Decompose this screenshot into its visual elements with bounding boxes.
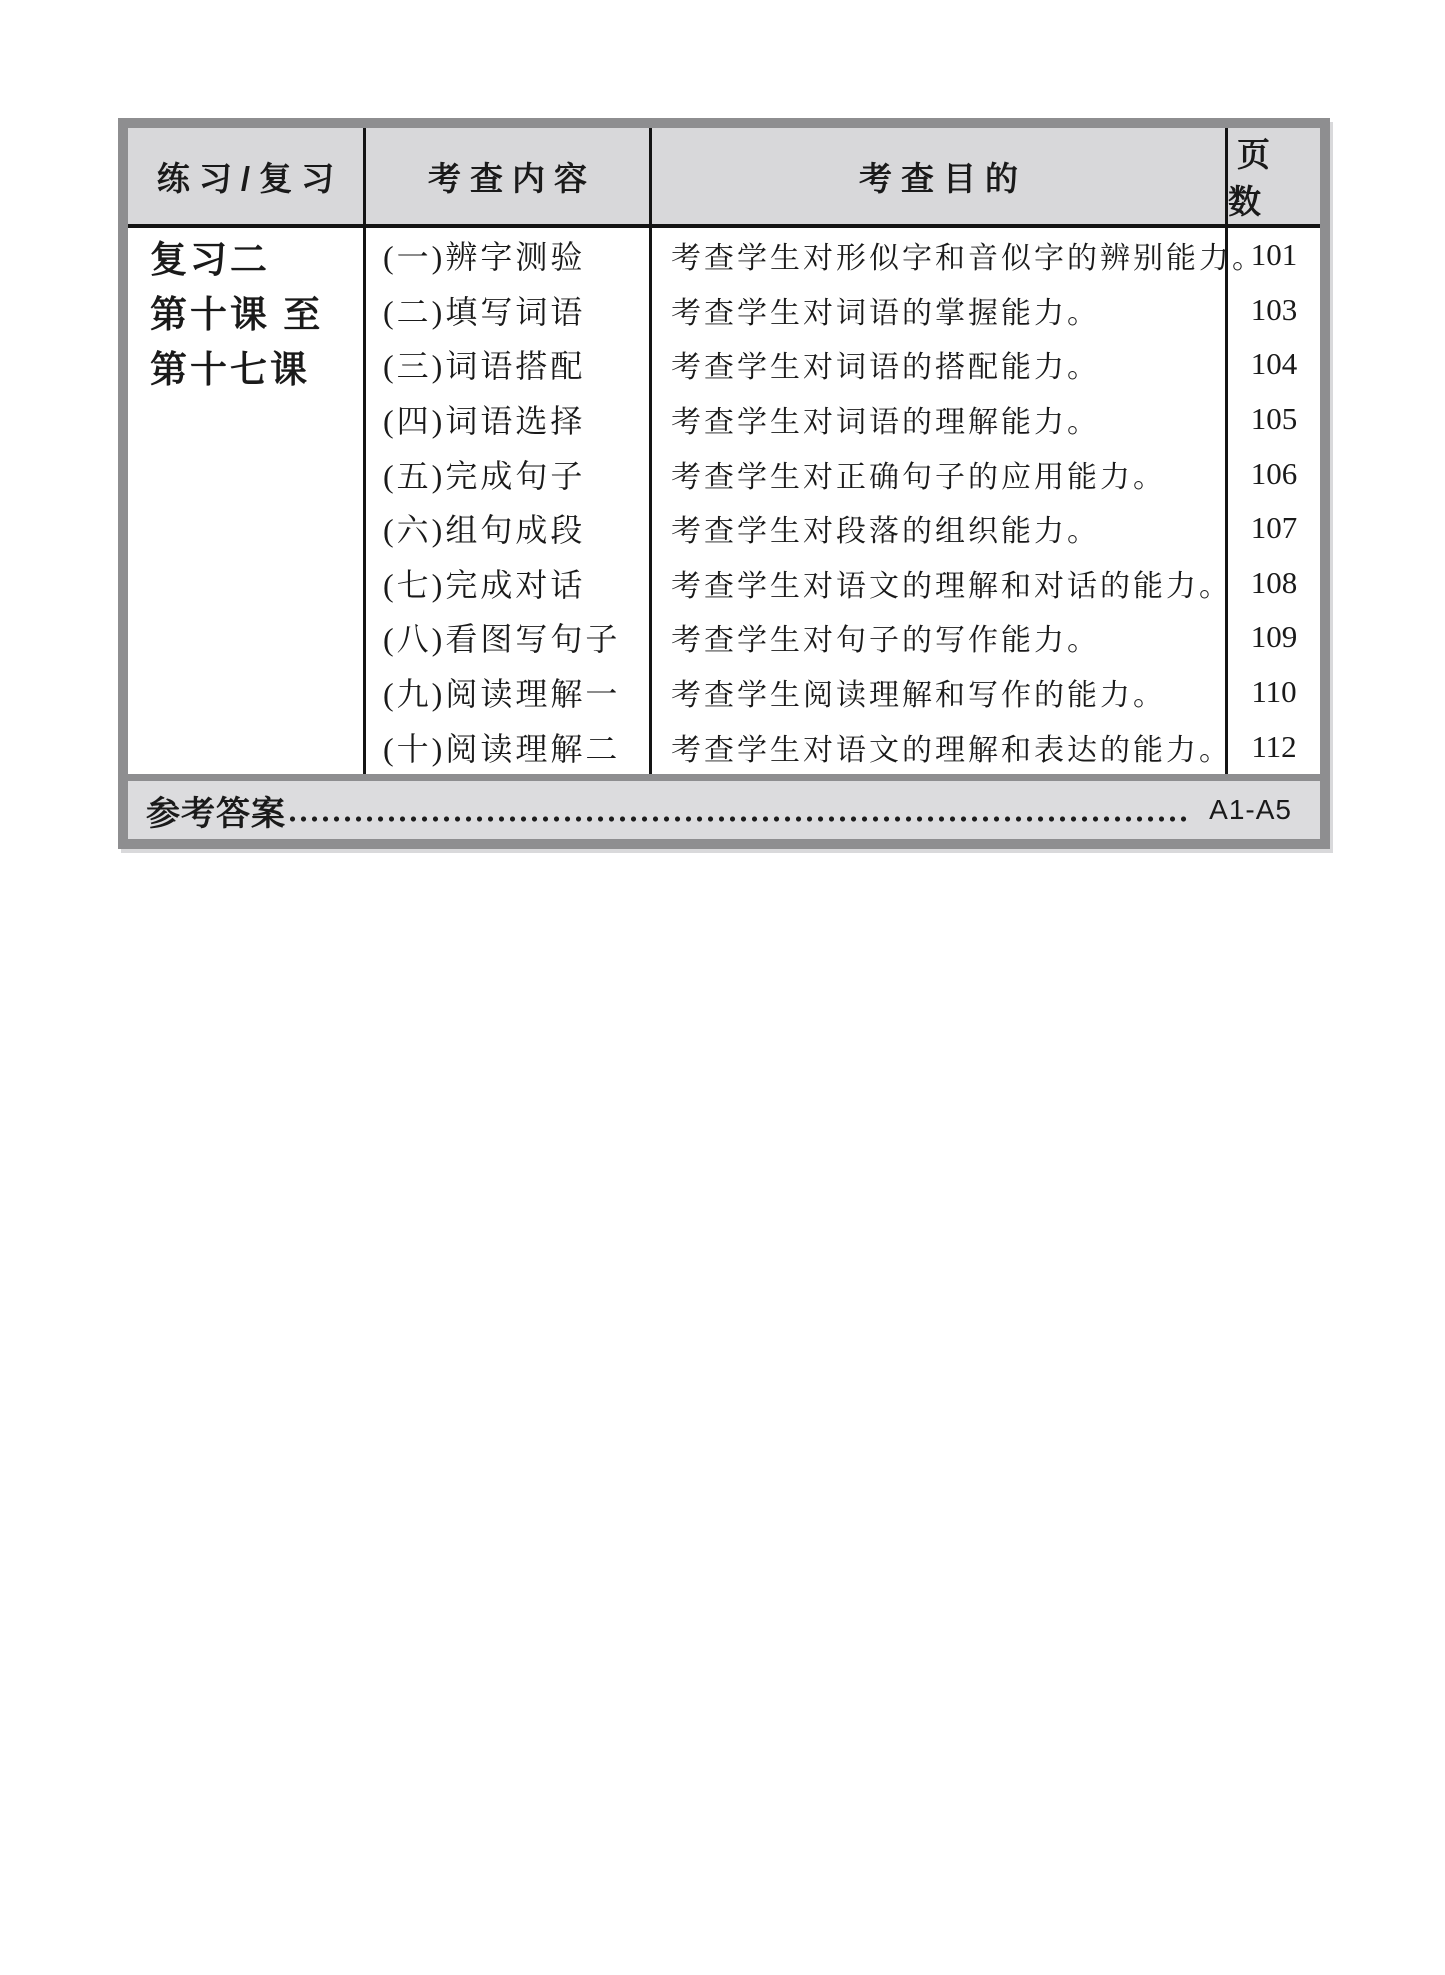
purpose-column bbox=[652, 228, 1265, 774]
purpose-item: 考查学生对正确句子的应用能力。 bbox=[671, 460, 1166, 494]
content-item: (五)完成句子 bbox=[383, 457, 586, 494]
content-item: (二)填写词语 bbox=[383, 293, 586, 330]
lesson-range-cell bbox=[128, 228, 366, 774]
header-test-purpose: 考查目的 bbox=[652, 128, 1228, 224]
content-item: (八)看图写句子 bbox=[383, 621, 621, 658]
answer-key-pages: A1-A5 bbox=[1209, 794, 1292, 825]
page-number: 103 bbox=[1250, 291, 1298, 327]
content-item: (七)完成对话 bbox=[383, 566, 586, 603]
content-item: (一)辨字测验 bbox=[383, 239, 586, 276]
page-number: 110 bbox=[1251, 674, 1297, 710]
purpose-item: 考查学生对词语的理解能力。 bbox=[671, 406, 1100, 440]
page-number: 105 bbox=[1250, 401, 1298, 437]
page-number: 108 bbox=[1250, 564, 1298, 600]
content-column bbox=[366, 228, 652, 774]
toc-table bbox=[118, 118, 1330, 849]
page-number: 107 bbox=[1250, 510, 1298, 546]
purpose-item: 考查学生对句子的写作能力。 bbox=[671, 624, 1100, 658]
lesson-range-line: 复习二 bbox=[150, 238, 270, 280]
page-number: 106 bbox=[1250, 455, 1298, 491]
header-exercise-review: 练习/复习 bbox=[128, 128, 366, 224]
purpose-item: 考查学生对形似字和音似字的辨别能力。 bbox=[671, 242, 1265, 276]
table-body bbox=[128, 228, 1320, 774]
dotted-leader bbox=[290, 816, 1189, 822]
purpose-item: 考查学生对语文的理解和表达的能力。 bbox=[671, 733, 1232, 767]
lesson-range-line: 第十七课 bbox=[150, 348, 310, 390]
page-number: 104 bbox=[1250, 346, 1298, 382]
lesson-range-line: 第十课 至 bbox=[150, 293, 324, 335]
content-item: (三)词语搭配 bbox=[383, 348, 586, 385]
purpose-item: 考查学生对段落的组织能力。 bbox=[671, 515, 1100, 549]
header-page-number: 页数 bbox=[1228, 136, 1279, 220]
page-number-column bbox=[1228, 228, 1320, 774]
page-number: 109 bbox=[1250, 619, 1298, 655]
page-number: 101 bbox=[1250, 237, 1298, 273]
header-test-content: 考查内容 bbox=[366, 128, 652, 224]
content-item: (十)阅读理解二 bbox=[383, 730, 621, 767]
purpose-item: 考查学生阅读理解和写作的能力。 bbox=[671, 679, 1166, 713]
purpose-item: 考查学生对词语的搭配能力。 bbox=[671, 351, 1100, 385]
purpose-item: 考查学生对词语的掌握能力。 bbox=[671, 296, 1100, 330]
content-item: (六)组句成段 bbox=[383, 512, 586, 549]
page-number: 112 bbox=[1251, 728, 1297, 764]
table-header-row bbox=[128, 128, 1320, 228]
content-item: (九)阅读理解一 bbox=[383, 676, 621, 713]
answer-key-row bbox=[128, 774, 1320, 839]
answer-key-label: 参考答案 bbox=[146, 794, 286, 833]
content-item: (四)词语选择 bbox=[383, 403, 586, 440]
purpose-item: 考查学生对语文的理解和对话的能力。 bbox=[671, 569, 1232, 603]
